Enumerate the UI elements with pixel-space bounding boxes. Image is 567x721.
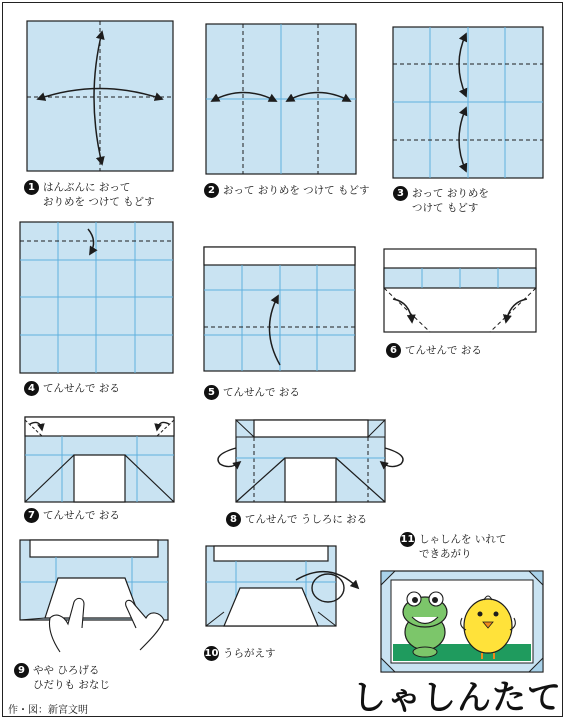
step-6-number: 6 [386, 343, 401, 358]
step-8-number: 8 [226, 512, 241, 527]
step-4-number: 4 [24, 381, 39, 396]
step-10-number: 10 [204, 648, 219, 659]
step-11-text-line2: できあがり [419, 548, 472, 560]
step-8-diagram [218, 420, 403, 502]
step-5-caption [204, 385, 300, 400]
step-11-number: 11 [400, 534, 415, 545]
step-8-caption [226, 512, 367, 527]
step-2-caption [204, 183, 370, 198]
step-10-diagram [206, 546, 358, 626]
step-1-text-line1: はんぶんに おって [43, 181, 131, 194]
step-1-text-line2: おりめを つけて もどす [43, 196, 155, 208]
step-8-text-line1: てんせんで うしろに おる [245, 513, 368, 526]
step-10-text-line1: うらがえす [223, 647, 276, 660]
step-9-number: 9 [14, 663, 29, 678]
step-7-caption [24, 508, 120, 523]
page-title: しゃしんたて [352, 678, 562, 718]
step-3-diagram [393, 27, 543, 178]
step-1-number: 1 [24, 180, 39, 195]
step-10-caption [204, 646, 276, 661]
step-6-diagram [384, 249, 536, 332]
step-3-text-line2: つけて もどす [412, 202, 479, 214]
step-4-caption [24, 381, 120, 396]
step-5-diagram [204, 247, 355, 371]
step-6-caption [386, 343, 482, 358]
step-2-text-line1: おって おりめを つけて もどす [223, 184, 370, 197]
step-7-text-line1: てんせんで おる [43, 509, 120, 522]
step-11-text-line1: しゃしんを いれて [419, 533, 507, 546]
step-7-number: 7 [24, 508, 39, 523]
step-7-diagram [25, 417, 174, 502]
step-11-diagram [381, 571, 543, 672]
step-9-diagram [20, 540, 168, 652]
step-9-text-line2: ひだりも おなじ [33, 679, 110, 691]
step-1-caption [24, 180, 155, 209]
step-9-caption [14, 663, 110, 692]
step-1-diagram [27, 21, 173, 171]
step-4-diagram [20, 222, 173, 373]
step-2-number: 2 [204, 183, 219, 198]
step-3-caption [393, 186, 489, 215]
step-3-text-line1: おって おりめを [412, 187, 489, 200]
step-11-caption [400, 532, 506, 561]
step-2-diagram [206, 24, 356, 174]
step-5-text-line1: てんせんで おる [223, 386, 300, 399]
step-3-number: 3 [393, 186, 408, 201]
step-5-number: 5 [204, 385, 219, 400]
credit-text: 作・図：新宮文明 [8, 705, 88, 716]
step-9-text-line1: やや ひろげる [33, 664, 100, 677]
step-4-text-line1: てんせんで おる [43, 382, 120, 395]
step-6-text-line1: てんせんで おる [405, 344, 482, 357]
